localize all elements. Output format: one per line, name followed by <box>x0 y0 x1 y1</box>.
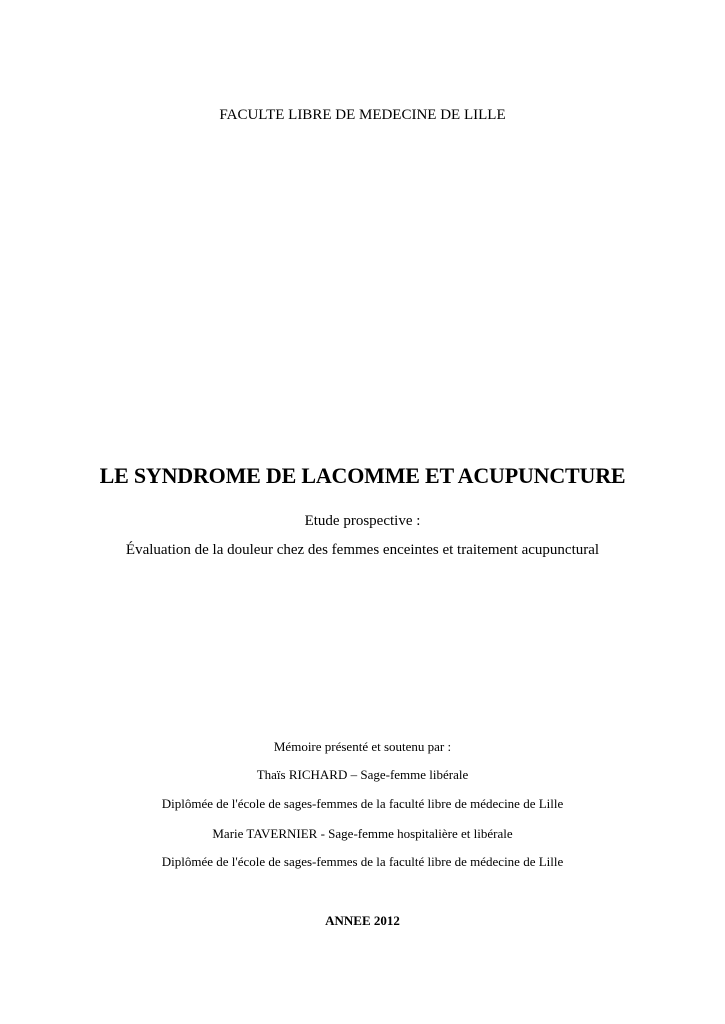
author-1-diploma: Diplômée de l'école de sages-femmes de la faculté libre de médecine de Lille <box>161 796 564 811</box>
author-2-diploma: Diplômée de l'école de sages-femmes de la faculté libre de médecine de Lille <box>161 854 564 869</box>
document-title: LE SYNDROME DE LACOMME ET ACUPUNCTURE <box>99 463 626 488</box>
academic-year: ANNEE 2012 <box>325 913 400 928</box>
author-1-name-role: Thaïs RICHARD – Sage-femme libérale <box>256 767 469 782</box>
faculty-name: FACULTE LIBRE DE MEDECINE DE LILLE <box>219 107 506 123</box>
document-description: Évaluation de la douleur chez des femmes enceintes et traitement acupunctural <box>125 542 600 558</box>
author-2-name-role: Marie TAVERNIER - Sage-femme hospitalière et libérale <box>212 826 513 841</box>
document-subtitle: Etude prospective : <box>304 513 421 529</box>
presented-by-label: Mémoire présenté et soutenu par : <box>273 739 452 754</box>
